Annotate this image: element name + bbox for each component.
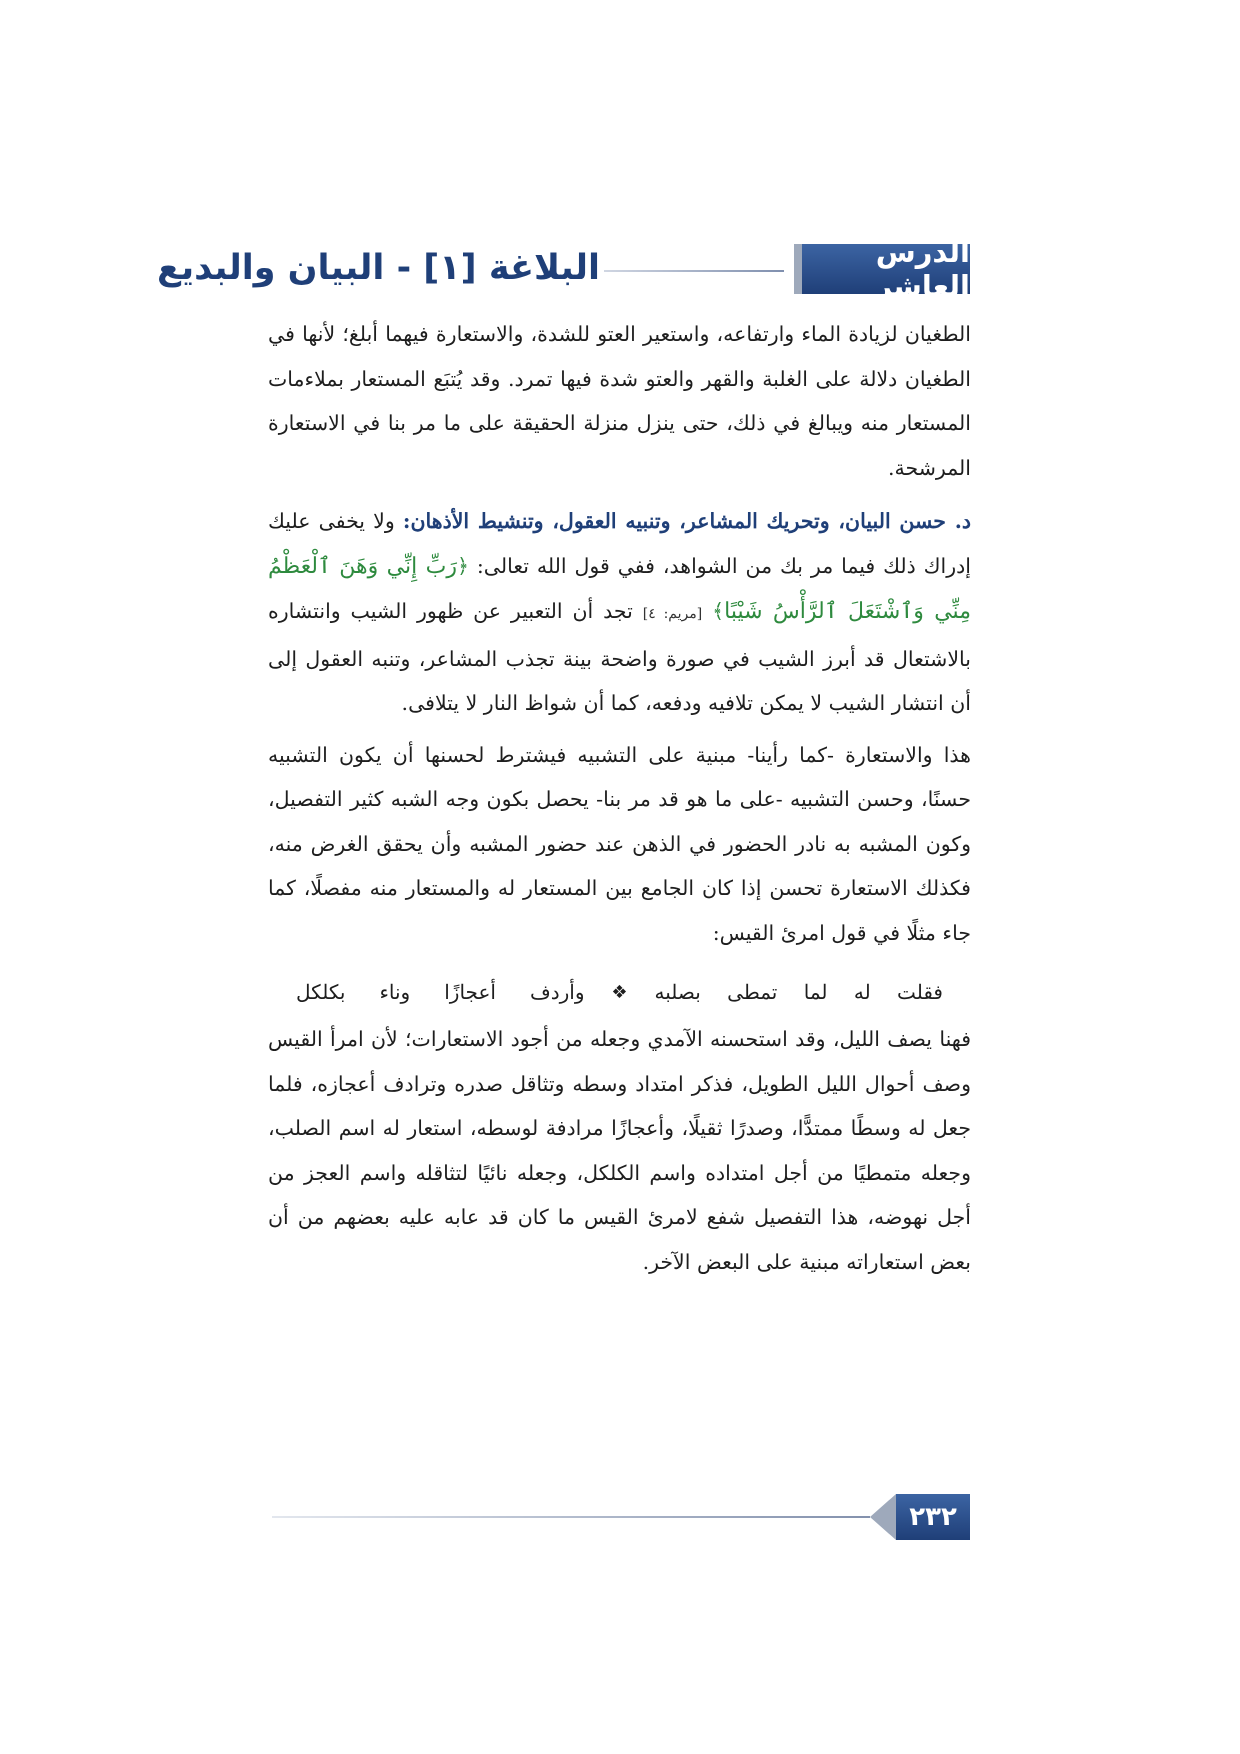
quran-close-bracket: ﴾ xyxy=(712,599,725,623)
page-number-notch xyxy=(870,1494,896,1540)
paragraph-3: هذا والاستعارة -كما رأينا- مبنية على التشبيه فيشترط لحسنها أن يكون التشبيه حسنًا، وحسن التشبيه -على ما هو قد مر بنا- يحصل بكون وجه الشبه كثير التفصيل، وكون المشبه به نادر الحضور في الذهن عند حضور المشبه وأن يحقق الغرض منه، فكذلك الاستعارة تحسن إذا كان الجامع بين المستعار له والمستعار منه مفصلًا، كما جاء مثلًا في قول امرئ القيس: xyxy=(268,742,971,945)
chapter-label: الدرس العاشر xyxy=(794,244,970,294)
quran-open-bracket: ﴿ xyxy=(456,553,469,578)
paragraph-2 xyxy=(268,499,971,726)
verse-reference: [مريم: ٤] xyxy=(642,606,703,622)
verse-second-hemistich: وأردف أعجازًا وناء بكلكل xyxy=(296,980,585,1004)
verse-first-hemistich: فقلت له لما تمطى بصلبه xyxy=(654,980,943,1004)
footer-divider xyxy=(272,1516,870,1518)
page-number: ٢٣٢ xyxy=(896,1494,970,1540)
poetry-verse xyxy=(296,967,943,1017)
paragraph-4: فهنا يصف الليل، وقد استحسنه الآمدي وجعله من أجود الاستعارات؛ لأن امرأ القيس وصف أحوال الليل الطويل، فذكر امتداد وسطه وتثاقل صدره وترادف أعجازه، فلما جعل له وسطًا ممتدًّا، وصدرًا ثقيلًا، وأعجازًا مرادفة لوسطه، استعار له اسم الصلب، وجعله متمطيًا من أجل امتداده واسم الكلكل، وجعله نائيًا لتثاقله واسم العجز من أجل نهوضه، هذا التفصيل شفع لامرئ القيس ما كان قد عابه عليه بعضهم من أن بعض استعاراته مبنية على البعض الآخر. xyxy=(268,1027,971,1274)
header-divider xyxy=(604,270,784,272)
paragraph-2-text-a: ولا يخفى عليك إدراك ذلك فيما مر بك من الشواهد، ففي قول الله تعالى: xyxy=(268,509,971,578)
paragraph-2-text-b: تجد أن التعبير عن ظهور الشيب وانتشاره بالاشتعال قد أبرز الشيب في صورة واضحة بينة تجذب المشاعر، وتنبه العقول إلى أن انتشار الشيب لا يمكن تلافيه ودفعه، كما أن شواظ النار لا يتلافى. xyxy=(268,599,971,715)
page-header xyxy=(157,235,970,303)
section-heading: د. حسن البيان، وتحريك المشاعر، وتنبيه العقول، وتنشيط الأذهان: xyxy=(402,509,971,533)
page-body xyxy=(268,312,971,1284)
book-title: البلاغة [١] - البيان والبديع xyxy=(157,248,600,288)
page-footer xyxy=(272,1494,970,1540)
quran-verse: رَبِّ إِنِّي وَهَنَ ٱلْعَظْمُ مِنِّي وَٱشْتَعَلَ ٱلرَّأْسُ شَيْبًا xyxy=(268,553,971,624)
paragraph-1: الطغيان لزيادة الماء وارتفاعه، واستعير العتو للشدة، والاستعارة فيهما أبلغ؛ لأنها في الطغيان دلالة على الغلبة والقهر والعتو شدة فيها تمرد. وقد يُتبَع المستعار بملاءمات المستعار منه ويبالغ في ذلك، حتى ينزل منزلة الحقيقة على ما مر بنا في الاستعارة المرشحة. xyxy=(268,322,971,480)
diamond-separator-icon: ❖ xyxy=(611,981,628,1003)
